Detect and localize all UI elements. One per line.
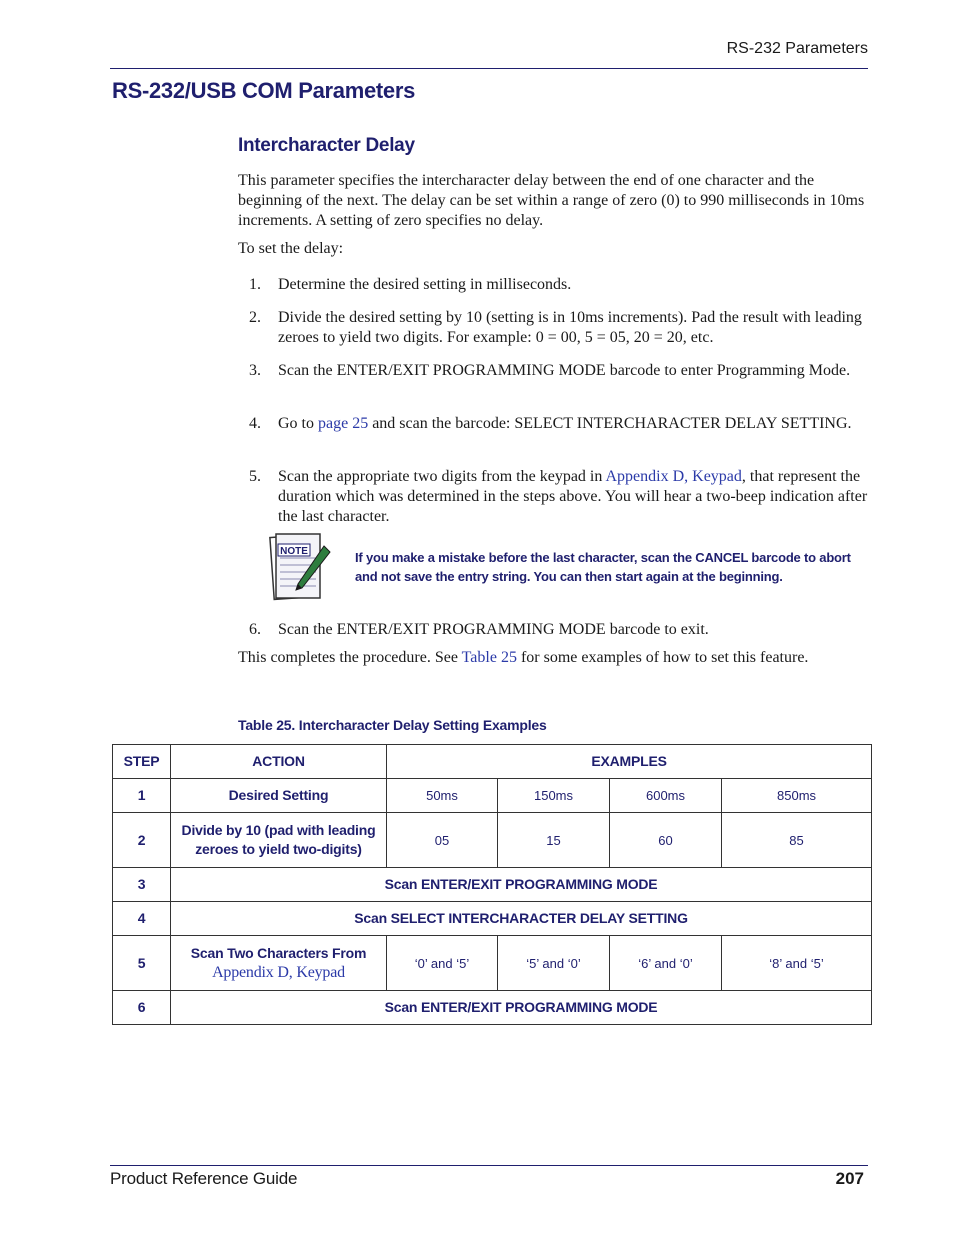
settings-table (112, 744, 872, 1025)
step-text: Go to page 25 and scan the barcode: SELECT INTERCHARACTER DELAY SETTING. (278, 415, 852, 432)
appendix-d-keypad-link[interactable]: Appendix D, Keypad (605, 468, 742, 485)
action-cell: Scan Two Characters From Appendix D, Keypad (171, 936, 387, 991)
step-text: Scan the ENTER/EXIT PROGRAMMING MODE barcode to enter Programming Mode. (278, 362, 851, 379)
table-row (113, 902, 872, 936)
span-action-cell: Scan ENTER/EXIT PROGRAMMING MODE (171, 868, 872, 902)
example-cell: ‘0’ and ‘5’ (387, 936, 498, 991)
subsection-title: Intercharacter Delay (238, 135, 415, 156)
action-cell: Desired Setting (171, 779, 387, 813)
step-cell: 5 (113, 936, 171, 991)
step-cell: 6 (113, 991, 171, 1025)
example-cell: ‘6’ and ‘0’ (610, 936, 722, 991)
step-number: 2. (249, 309, 261, 326)
running-header: RS-232 Parameters (726, 40, 868, 57)
section-title: RS-232/USB COM Parameters (112, 78, 416, 103)
step-number: 4. (249, 415, 261, 432)
step-text: Divide the desired setting by 10 (setting is in 10ms increments). Pad the result with leading zeroes to yield two digits. For example: 0 = 00, 5 = 05, 20 = 20, etc. (278, 309, 862, 346)
example-cell: 15 (498, 813, 610, 868)
example-cell: ‘8’ and ‘5’ (722, 936, 872, 991)
table-header-row (113, 745, 872, 779)
header-step: STEP (113, 745, 171, 779)
example-cell: 60 (610, 813, 722, 868)
step-text: Determine the desired setting in milliseconds. (278, 276, 572, 293)
table-row (113, 936, 872, 991)
example-cell: 850ms (722, 779, 872, 813)
page-25-link[interactable]: page 25 (318, 415, 369, 432)
note-icon-label: NOTE (280, 546, 308, 557)
header-action: ACTION (171, 745, 387, 779)
table-caption: Table 25. Intercharacter Delay Setting Examples (238, 717, 547, 733)
step-cell: 2 (113, 813, 171, 868)
step-number: 5. (249, 468, 261, 485)
closing-paragraph: This completes the procedure. See Table 25 for some examples of how to set this feature. (238, 649, 809, 666)
example-cell: 150ms (498, 779, 610, 813)
note-text: If you make a mistake before the last character, scan the CANCEL barcode to abort and not save the entry string. You can then start again at the beginning. (355, 550, 851, 584)
step-text: Scan the appropriate two digits from the keypad in Appendix D, Keypad, that represent the duration which was determined in the steps above. You will hear a two-beep indication after the last character. (278, 468, 868, 525)
to-set-label: To set the delay: (238, 240, 344, 257)
example-cell: 05 (387, 813, 498, 868)
footer-title: Product Reference Guide (110, 1169, 298, 1188)
example-cell: 85 (722, 813, 872, 868)
example-cell: 600ms (610, 779, 722, 813)
step-cell: 4 (113, 902, 171, 936)
example-cell: 50ms (387, 779, 498, 813)
intro-paragraph: This parameter specifies the intercharacter delay between the end of one character and the beginning of the next. The delay can be set within a range of zero (0) to 990 milliseconds in 10ms increments. A setting of zero specifies no delay. (238, 172, 865, 229)
step-number: 1. (249, 276, 261, 293)
action-cell: Divide by 10 (pad with leading zeroes to yield two-digits) (171, 813, 387, 868)
step-number: 6. (249, 621, 261, 638)
span-action-cell: Scan SELECT INTERCHARACTER DELAY SETTING (171, 902, 872, 936)
table-row (113, 868, 872, 902)
note-icon (264, 532, 332, 604)
table-row (113, 813, 872, 868)
header-examples: EXAMPLES (387, 745, 872, 779)
step-text: Scan the ENTER/EXIT PROGRAMMING MODE barcode to exit. (278, 621, 709, 638)
table-25-link[interactable]: Table 25 (461, 649, 517, 666)
appendix-d-keypad-table-link[interactable]: Appendix D, Keypad (212, 964, 345, 981)
example-cell: ‘5’ and ‘0’ (498, 936, 610, 991)
table-row (113, 779, 872, 813)
table-row (113, 991, 872, 1025)
step-cell: 1 (113, 779, 171, 813)
step-cell: 3 (113, 868, 171, 902)
span-action-cell: Scan ENTER/EXIT PROGRAMMING MODE (171, 991, 872, 1025)
page-number: 207 (835, 1169, 864, 1188)
footer-rule (110, 1165, 868, 1166)
step-number: 3. (249, 362, 261, 379)
header-rule (110, 68, 868, 69)
